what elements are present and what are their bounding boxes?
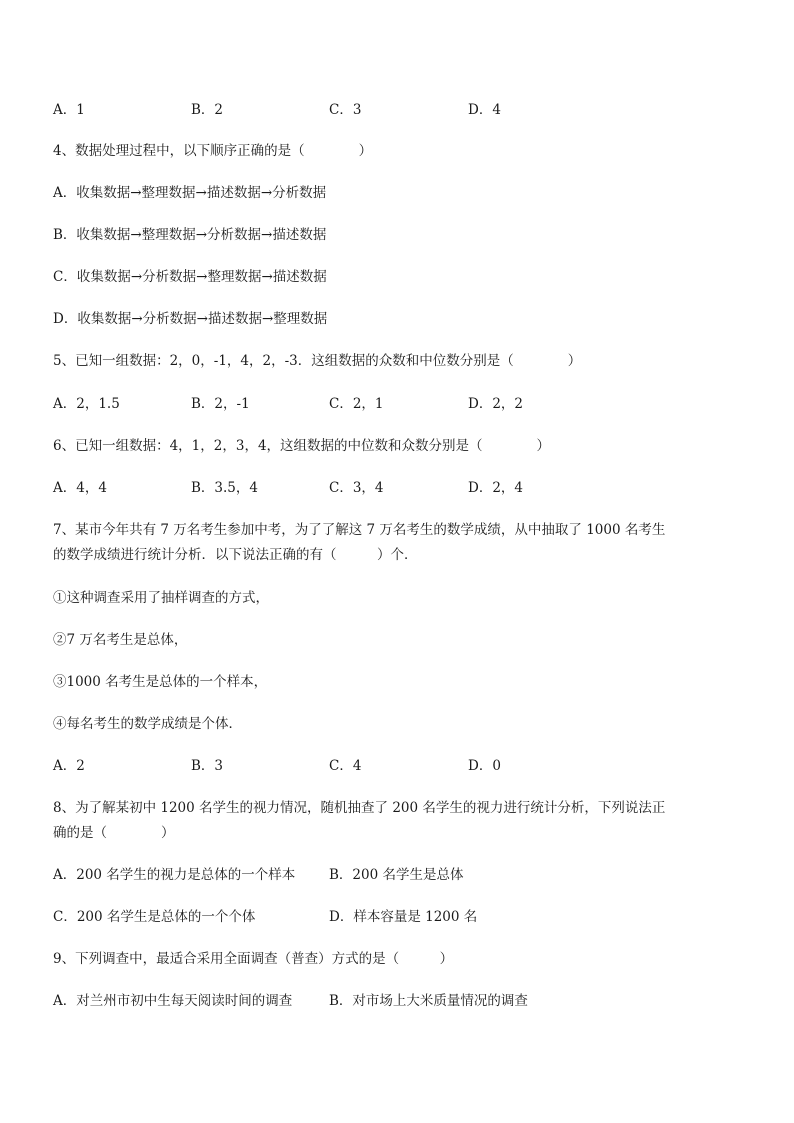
q7-option-d: D．0	[468, 758, 501, 774]
q5-options	[53, 395, 753, 413]
q3-option-a: A．1	[53, 102, 85, 118]
q4-stem: 4、数据处理过程中，以下顺序正确的是（ ）	[53, 143, 373, 159]
q9-option-b: B．对市场上大米质量情况的调查	[329, 993, 528, 1009]
q5-option-d: D．2，2	[468, 396, 524, 412]
q8-option-d: D．样本容量是 1200 名	[329, 909, 478, 925]
q4-option-d: D．收集数据→分析数据→描述数据→整理数据	[53, 311, 328, 327]
q6-option-d: D．2，4	[468, 480, 524, 496]
q6-option-a: A．4，4	[53, 480, 107, 496]
q3-option-c: C．3	[329, 102, 362, 118]
q7-option-c: C．4	[329, 758, 362, 774]
q8-stem-line2: 确的是（ ）	[53, 825, 175, 841]
q7-stem-line2: 的数学成绩进行统计分析．以下说法正确的有（ ）个．	[53, 547, 418, 563]
q8-options-row1	[53, 866, 753, 884]
q8-stem-line1: 8、为了解某初中 1200 名学生的视力情况，随机抽查了 200 名学生的视力进行统计分析，下列说法正	[53, 800, 666, 816]
q3-option-d: D．4	[468, 102, 501, 118]
q7-option-a: A．2	[53, 758, 85, 774]
q8-option-c: C．200 名学生是总体的一个个体	[53, 909, 256, 925]
q4-option-b: B．收集数据→整理数据→分析数据→描述数据	[53, 227, 327, 243]
q7-statement-3: ③1000 名考生是总体的一个样本，	[53, 674, 268, 690]
q7-stem-line1: 7、某市今年共有 7 万名考生参加中考，为了了解这 7 万名考生的数学成绩，从中抽取了 1000 名考生	[53, 522, 666, 538]
q5-option-a: A．2，1.5	[53, 396, 120, 412]
q8-options-row2	[53, 908, 753, 926]
q8-option-a: A．200 名学生的视力是总体的一个样本	[53, 867, 296, 883]
q9-stem: 9、下列调查中，最适合采用全面调查（普查）方式的是（ ）	[53, 951, 454, 967]
q5-option-c: C．2，1	[329, 396, 384, 412]
q9-options	[53, 992, 753, 1010]
q4-option-c: C．收集数据→分析数据→整理数据→描述数据	[53, 269, 327, 285]
q5-option-b: B．2，-1	[191, 396, 250, 412]
q5-stem: 5、已知一组数据：2，0，-1，4，2，-3．这组数据的众数和中位数分别是（ ）	[53, 353, 582, 369]
q9-option-a: A．对兰州市初中生每天阅读时间的调查	[53, 993, 293, 1009]
q4-option-a: A．收集数据→整理数据→描述数据→分析数据	[53, 185, 327, 201]
q3-options	[53, 101, 753, 119]
q7-statement-1: ①这种调查采用了抽样调查的方式，	[53, 590, 269, 606]
q6-stem: 6、已知一组数据：4，1，2，3，4，这组数据的中位数和众数分别是（ ）	[53, 438, 551, 454]
q8-option-b: B．200 名学生是总体	[329, 867, 464, 883]
q6-option-b: B．3.5，4	[191, 480, 258, 496]
q6-options	[53, 479, 753, 497]
q6-option-c: C．3，4	[329, 480, 384, 496]
q7-options	[53, 757, 753, 775]
q3-option-b: B．2	[191, 102, 224, 118]
q7-statement-4: ④每名考生的数学成绩是个体．	[53, 716, 242, 732]
q7-statement-2: ②7 万名考生是总体，	[53, 632, 188, 648]
q7-option-b: B．3	[191, 758, 224, 774]
